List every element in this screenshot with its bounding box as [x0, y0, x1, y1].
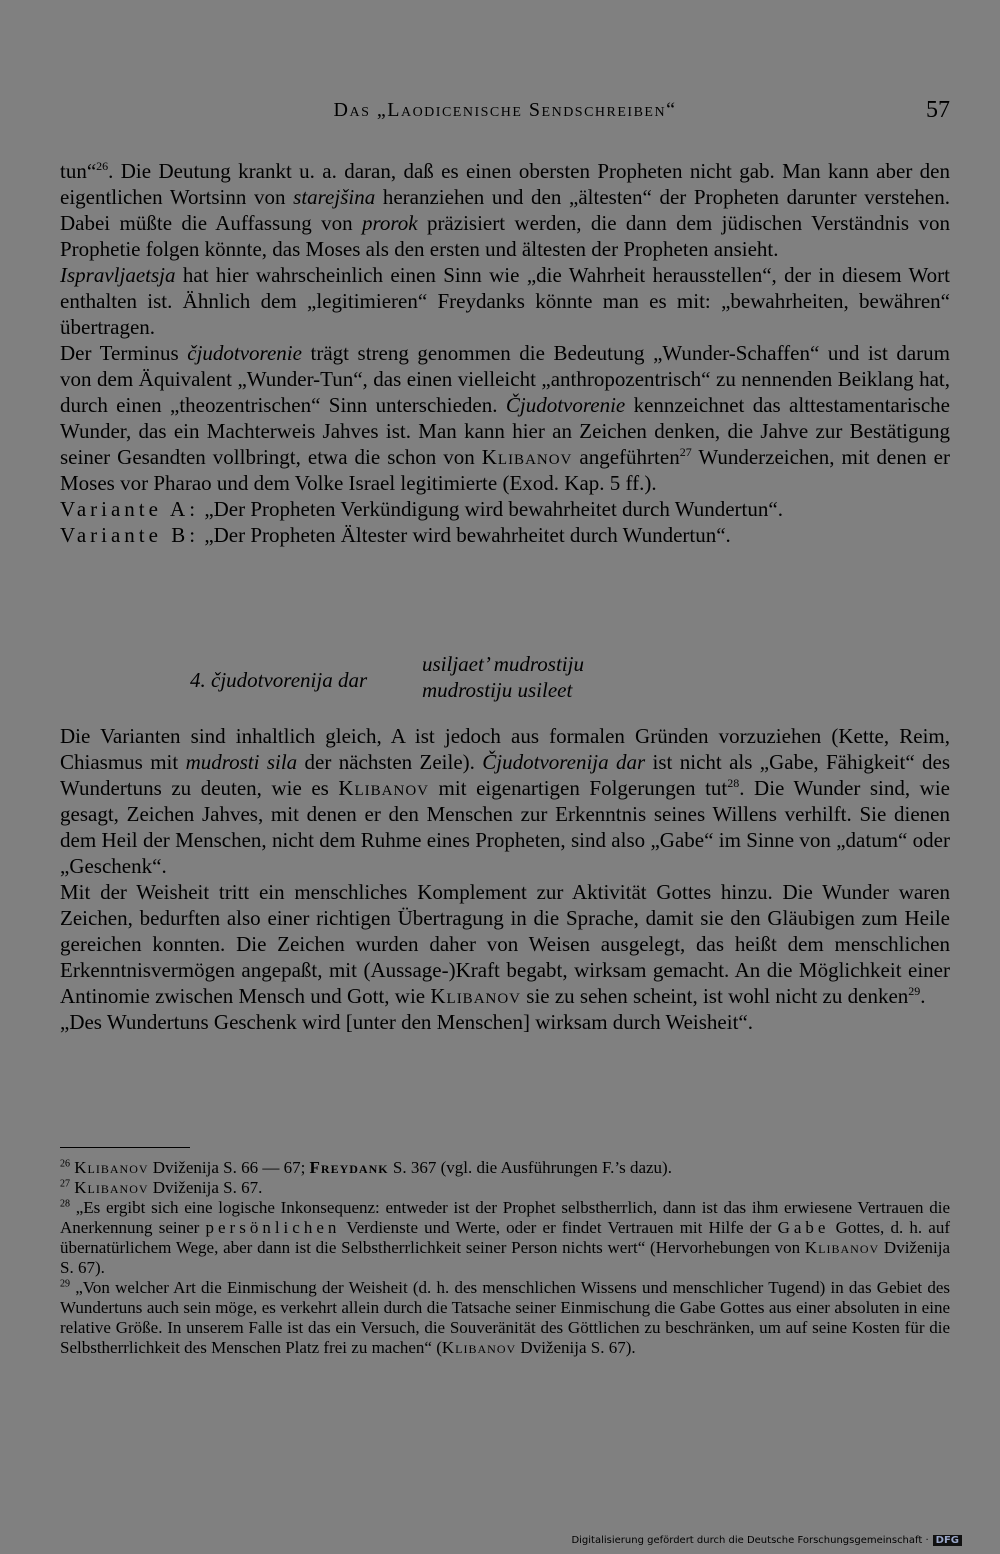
paragraph: „Des Wundertuns Geschenk wird [unter den Menschen] wirksam durch Weisheit“.: [60, 1010, 753, 1034]
text: präzisiert werden, die dann dem jüdischen Verständnis von Prophetie folgen könnte, das Moses als den ersten und ältesten der Propheten ansieht.: [60, 211, 950, 261]
text: Dviženija S. 66 — 67;: [148, 1158, 310, 1177]
text: Dviženija S. 67).: [60, 1238, 950, 1277]
author-name: Klibanov: [804, 1238, 880, 1257]
page-number: 57: [926, 97, 950, 123]
italic-term: Ispravljaetsja: [60, 263, 176, 287]
text: . Die Wunder sind, wie gesagt, Zeichen Jahves, mit denen er den Menschen zur Erkenntnis seines Willens verhilft. Sie dienen dem Heil der Menschen, nicht dem Ruhme eines Propheten, sind also „Gabe“ im Sinne von „datum“ oder „Geschenk“.: [60, 776, 950, 878]
footnote-ref[interactable]: 27: [679, 445, 692, 459]
body-text-top: [60, 158, 950, 548]
author-name: Klibanov: [74, 1158, 149, 1177]
spaced-emphasis: persönlichen: [205, 1218, 341, 1237]
paragraph: [60, 723, 950, 879]
text: trägt streng genommen die Bedeutung „Wunder-Schaffen“ und ist darum von dem Äquivalent „Wunder-Tun“, das einen vielleicht „anthropozentrisch“ zu nennenden Beiklang hat, durch einen „theozentrischen“ Sinn unterschieden.: [60, 341, 950, 417]
variant-a: [60, 496, 950, 522]
author-name: Klibanov: [481, 445, 573, 469]
footnote-29: [60, 1278, 950, 1358]
spaced-emphasis: Gabe: [777, 1218, 830, 1237]
italic-term: mudrosti sila: [185, 750, 298, 774]
text: Verdienste und Werte, oder er findet Vertrauen mit Hilfe der: [340, 1218, 778, 1237]
footnote-ref[interactable]: 28: [727, 776, 740, 790]
footnote-number: 28: [60, 1198, 70, 1210]
text: kennzeichnet das alttestamentarische Wunder, das ein Machterweis Jahves ist. Man kann hier an Zeichen denken, die Jahve zur Bestätigung seiner Gesandten vollbringt, etwa die schon von: [60, 393, 950, 469]
text: Dviženija S. 67.: [148, 1178, 263, 1197]
footnote-number: 26: [60, 1158, 70, 1170]
italic-term: Čjudotvorenija dar: [482, 750, 646, 774]
text: „Der Propheten Ältester wird bewahrheitet durch Wundertun“.: [199, 523, 731, 547]
italic-term: čjudotvorenie: [187, 341, 302, 365]
credit-text: Digitalisierung gefördert durch die Deutsche Forschungsgemeinschaft ·: [571, 1535, 929, 1546]
variant-b: [60, 522, 950, 548]
footnote-number: 29: [60, 1278, 70, 1290]
text: tun“: [60, 159, 97, 183]
footnote-27: [60, 1178, 950, 1198]
footnote-28: [60, 1198, 950, 1278]
text: „Es ergibt sich eine logische Inkonsequenz: entweder ist der Prophet selbstherrlich, dann ist das ihm erwiesene Vertrauen die Anerkennung seiner: [60, 1198, 951, 1237]
text: ist nicht als „Gabe, Fähigkeit“ des Wundertuns zu deuten, wie es: [60, 750, 950, 800]
footnote-ref[interactable]: 26: [96, 159, 109, 173]
footnote-number: 27: [60, 1178, 70, 1190]
dfg-logo: DFG: [933, 1535, 962, 1546]
author-name: Klibanov: [338, 776, 430, 800]
italic-term: Čjudotvorenie: [505, 393, 626, 417]
footnotes: [60, 1158, 950, 1358]
text: Wunderzeichen, mit denen er Moses vor Pharao und dem Volke Israel legitimierte (Exod. Kap. 5 ff.).: [60, 445, 950, 495]
paragraph: [60, 879, 950, 1009]
running-head-title: Das „Laodicenische Sendschreiben“: [333, 99, 677, 121]
variant-label: Variante B:: [60, 523, 200, 547]
footnote-rule: [60, 1147, 190, 1148]
text: S. 367 (vgl. die Ausführungen F.’s dazu).: [388, 1158, 672, 1177]
text: heranziehen und den „ältesten“ der Propheten darunter verstehen. Dabei müßte die Auffassung von: [60, 185, 950, 235]
text: sie zu sehen scheint, ist wohl nicht zu denken: [521, 984, 909, 1008]
text: angeführten: [572, 445, 680, 469]
section-heading: [190, 652, 690, 708]
italic-term: starejšina: [293, 185, 376, 209]
text: Der Terminus: [60, 341, 188, 365]
heading-variant-2: mudrostiju usileet: [422, 678, 573, 702]
text: Mit der Weisheit tritt ein menschliches Komplement zur Aktivität Gottes hinzu. Die Wunder waren Zeichen, bedurften also einer richtigen Übertragung in die Sprache, damit sie den Gläubigen zum Heile gereichen konnten. Die Zeichen wurden daher von Weisen ausgelegt, das heißt dem menschlichen Erkenntnisvermögen angepaßt, mit (Aussage-)Kraft begabt, wirksam gemacht. An die Möglichkeit einer Antinomie zwischen Mensch und Gott, wie: [60, 880, 950, 1008]
heading-variant-1: usiljaet’ mudrostiju: [422, 652, 584, 676]
variant-label: Variante A:: [60, 497, 200, 521]
author-name: Freydank: [309, 1158, 389, 1177]
text: „Der Propheten Verkündigung wird bewahrheitet durch Wundertun“.: [199, 497, 783, 521]
text: Die Varianten sind inhaltlich gleich, A ist jedoch aus formalen Gründen vorzuziehen (Kette, Reim, Chiasmus mit: [60, 724, 950, 774]
text: hat hier wahrscheinlich einen Sinn wie „die Wahrheit herausstellen“, der in diesem Wort enthalten ist. Ähnlich dem „legitimieren“ Freydanks könnte man es mit: „bewahrheiten, bewähren“ übertragen.: [60, 263, 950, 339]
author-name: Klibanov: [74, 1178, 149, 1197]
text: mit eigenartigen Folgerungen tut: [429, 776, 728, 800]
text: Dviženija S. 67).: [516, 1338, 636, 1357]
text: „Von welcher Art die Einmischung der Weisheit (d. h. des menschlichen Wissens und menschlicher Tugend) in das Gebiet des Wundertuns auch sein möge, es verkehrt allein durch die Tatsache seiner Einmischung die Gabe Gottes aus einer absoluten in eine relative Größe. In unserem Falle ist das ein Versuch, die Souveränität des Göttlichen zu beschränken, um auf seine Kosten für die Selbstherrlichkeit des Menschen Platz frei zu machen“ (: [60, 1278, 951, 1357]
italic-term: prorok: [361, 211, 418, 235]
author-name: Klibanov: [430, 984, 522, 1008]
text: der nächsten Zeile).: [297, 750, 483, 774]
body-text-bottom: [60, 723, 950, 1035]
text: . Die Deutung krankt u. a. daran, daß es einen obersten Propheten nicht gab. Man kann aber den eigentlichen Wortsinn von: [60, 159, 950, 209]
paragraph: [60, 262, 950, 340]
author-name: Klibanov: [441, 1338, 517, 1357]
heading-main: 4. čjudotvorenija dar: [190, 668, 368, 692]
text: .: [920, 984, 926, 1008]
paragraph: [60, 158, 950, 262]
running-head: [60, 97, 950, 129]
digitization-credit: [571, 1535, 962, 1551]
paragraph: [60, 340, 950, 496]
text: Gottes, d. h. auf übernatürlichem Wege, aber dann ist die Selbstherrlichkeit seiner Person nichts wert“ (Hervorhebungen von: [60, 1218, 951, 1257]
footnote-ref[interactable]: 29: [908, 984, 921, 998]
footnote-26: [60, 1158, 950, 1178]
